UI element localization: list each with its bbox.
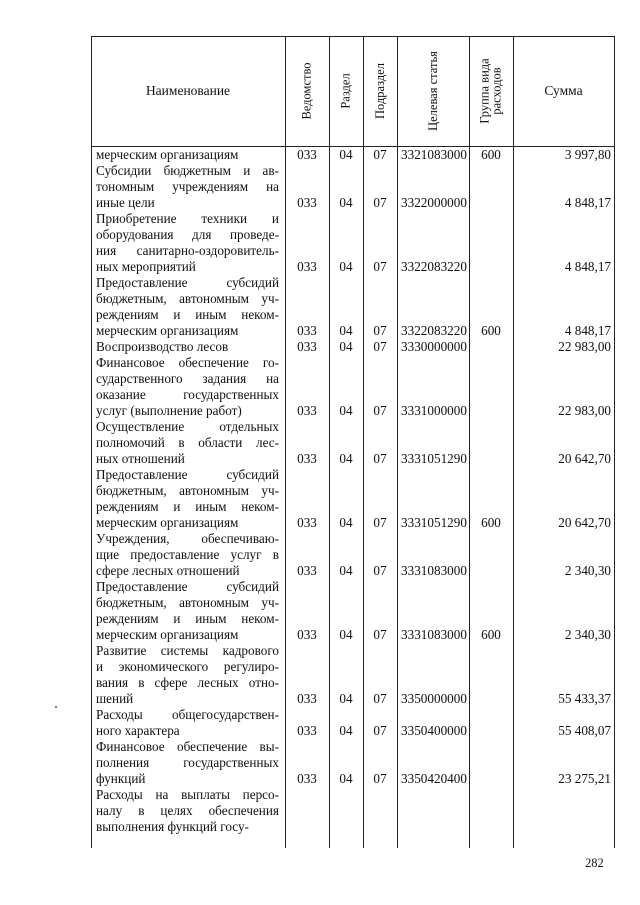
row-name-line: Расходы общегосударствен- — [96, 707, 279, 722]
cell-summa: 55 433,37 — [558, 691, 611, 706]
row-name-line: Развитие системы кадрового — [96, 643, 279, 658]
row-name-line: полномочий в области лес- — [96, 435, 279, 450]
cell-vedomstvo: 033 — [297, 403, 317, 418]
cell-celevaya-statya: 3350420400 — [401, 771, 467, 786]
cell-celevaya-statya: 3350400000 — [401, 723, 467, 738]
cell-summa: 22 983,00 — [558, 339, 611, 354]
cell-podrazdel: 07 — [373, 451, 387, 466]
row-name-line: вания в сфере лесных отно- — [96, 675, 279, 690]
cell-vedomstvo: 033 — [297, 563, 317, 578]
row-name-line: мерческим организациям — [96, 147, 239, 162]
row-name-line: щие предоставление услуг в — [96, 547, 279, 562]
cell-celevaya-statya: 3321083000 — [401, 147, 467, 162]
cell-podrazdel: 07 — [373, 147, 387, 162]
cell-razdel: 04 — [339, 515, 353, 530]
cell-razdel: 04 — [339, 403, 353, 418]
row-name-line: Воспроизводство лесов — [96, 339, 229, 354]
row-name-line: функций — [96, 771, 146, 786]
cell-celevaya-statya: 3331083000 — [401, 627, 467, 642]
row-name-line: шений — [96, 691, 134, 706]
row-name-line: Субсидии бюджетным и ав- — [96, 163, 279, 178]
row-name-line: оборудования для проведе- — [96, 227, 279, 242]
cell-razdel: 04 — [339, 339, 353, 354]
cell-summa: 23 275,21 — [558, 771, 611, 786]
budget-table — [91, 36, 615, 848]
row-name-line: реждениям и иным неком- — [96, 499, 279, 514]
row-name-line: Предоставление субсидий — [96, 579, 279, 594]
cell-summa: 3 997,80 — [564, 147, 611, 162]
row-name-line: налу в целях обеспечения — [96, 803, 279, 818]
cell-summa: 4 848,17 — [564, 323, 611, 338]
cell-podrazdel: 07 — [373, 339, 387, 354]
row-name-line: реждениям и иным неком- — [96, 611, 279, 626]
cell-razdel: 04 — [339, 627, 353, 642]
cell-razdel: 04 — [339, 195, 353, 210]
cell-summa: 4 848,17 — [564, 259, 611, 274]
header-razdel: Раздел — [339, 73, 354, 109]
cell-vedomstvo: 033 — [297, 451, 317, 466]
cell-razdel: 04 — [339, 771, 353, 786]
row-name-line: Финансовое обеспечение вы- — [96, 739, 279, 754]
cell-razdel: 04 — [339, 323, 353, 338]
cell-celevaya-statya: 3331051290 — [401, 451, 467, 466]
cell-celevaya-statya: 3331083000 — [401, 563, 467, 578]
row-name-line: Осуществление отдельных — [96, 419, 279, 434]
cell-podrazdel: 07 — [373, 195, 387, 210]
cell-razdel: 04 — [339, 563, 353, 578]
page-number: 282 — [585, 856, 604, 870]
row-name-line: выполнения функций госу- — [96, 819, 249, 834]
cell-podrazdel: 07 — [373, 691, 387, 706]
cell-summa: 20 642,70 — [558, 451, 611, 466]
cell-podrazdel: 07 — [373, 323, 387, 338]
row-name-line: сударственного задания на — [96, 371, 279, 386]
cell-vedomstvo: 033 — [297, 627, 317, 642]
header-summa: Сумма — [544, 83, 583, 98]
cell-podrazdel: 07 — [373, 259, 387, 274]
row-name-line: реждениям и иным неком- — [96, 307, 279, 322]
table-border-left — [91, 36, 92, 848]
cell-celevaya-statya: 3330000000 — [401, 339, 467, 354]
cell-celevaya-statya: 3322083220 — [401, 323, 467, 338]
cell-vedomstvo: 033 — [297, 195, 317, 210]
header-name: Наименование — [145, 83, 231, 98]
cell-gruppa: 600 — [481, 147, 501, 162]
row-name-line: Учреждения, обеспечиваю- — [96, 531, 279, 546]
row-name-line: ных отношений — [96, 451, 185, 466]
cell-razdel: 04 — [339, 691, 353, 706]
cell-summa: 20 642,70 — [558, 515, 611, 530]
row-name-line: Предоставление субсидий — [96, 467, 279, 482]
scan-speck — [55, 706, 57, 708]
cell-podrazdel: 07 — [373, 723, 387, 738]
cell-vedomstvo: 033 — [297, 259, 317, 274]
cell-razdel: 04 — [339, 723, 353, 738]
header-vedomstvo: Ведомство — [300, 62, 314, 120]
header-gruppa-vida-rashodov: Группа вида расходов — [478, 58, 505, 124]
row-name-line: ния санитарно-оздоровитель- — [96, 243, 279, 258]
cell-vedomstvo: 033 — [297, 691, 317, 706]
row-name-line: бюджетным, автономным уч- — [96, 595, 279, 610]
cell-celevaya-statya: 3350000000 — [401, 691, 467, 706]
row-name-line: тономным учреждениям на — [96, 179, 279, 194]
cell-vedomstvo: 033 — [297, 147, 317, 162]
cell-razdel: 04 — [339, 259, 353, 274]
cell-podrazdel: 07 — [373, 627, 387, 642]
row-name-line: ных мероприятий — [96, 259, 196, 274]
cell-gruppa: 600 — [481, 323, 501, 338]
cell-summa: 4 848,17 — [564, 195, 611, 210]
cell-summa: 2 340,30 — [564, 627, 611, 642]
row-name-line: Расходы на выплаты персо- — [96, 787, 279, 802]
cell-vedomstvo: 033 — [297, 771, 317, 786]
header-celevaya-statya: Целевая статья — [426, 51, 441, 131]
row-name-line: Предоставление субсидий — [96, 275, 279, 290]
cell-vedomstvo: 033 — [297, 515, 317, 530]
row-name-line: ного характера — [96, 723, 180, 738]
cell-celevaya-statya: 3331000000 — [401, 403, 467, 418]
row-name-line: сфере лесных отношений — [96, 563, 240, 578]
cell-gruppa: 600 — [481, 515, 501, 530]
cell-podrazdel: 07 — [373, 515, 387, 530]
cell-summa: 55 408,07 — [558, 723, 611, 738]
cell-celevaya-statya: 3331051290 — [401, 515, 467, 530]
cell-podrazdel: 07 — [373, 563, 387, 578]
row-name-line: и экономического регулиро- — [96, 659, 279, 674]
cell-razdel: 04 — [339, 147, 353, 162]
cell-razdel: 04 — [339, 451, 353, 466]
row-name-line: мерческим организациям — [96, 323, 239, 338]
cell-vedomstvo: 033 — [297, 339, 317, 354]
header-podrazdel: Подраздел — [373, 63, 387, 119]
cell-summa: 22 983,00 — [558, 403, 611, 418]
row-name-line: Финансовое обеспечение го- — [96, 355, 279, 370]
row-name-line: иные цели — [96, 195, 155, 210]
row-name-line: мерческим организациям — [96, 627, 239, 642]
cell-summa: 2 340,30 — [564, 563, 611, 578]
row-name-line: мерческим организациям — [96, 515, 239, 530]
cell-vedomstvo: 033 — [297, 323, 317, 338]
cell-podrazdel: 07 — [373, 771, 387, 786]
cell-podrazdel: 07 — [373, 403, 387, 418]
row-name-line: полнения государственных — [96, 755, 279, 770]
cell-vedomstvo: 033 — [297, 723, 317, 738]
row-name-line: бюджетным, автономным уч- — [96, 483, 279, 498]
row-name-line: Приобретение техники и — [96, 211, 279, 226]
row-name-line: оказание государственных — [96, 387, 279, 402]
table-border-right — [614, 36, 615, 848]
row-name-line: бюджетным, автономным уч- — [96, 291, 279, 306]
cell-gruppa: 600 — [481, 627, 501, 642]
cell-celevaya-statya: 3322083220 — [401, 259, 467, 274]
cell-celevaya-statya: 3322000000 — [401, 195, 467, 210]
row-name-line: услуг (выполнение работ) — [96, 403, 242, 418]
